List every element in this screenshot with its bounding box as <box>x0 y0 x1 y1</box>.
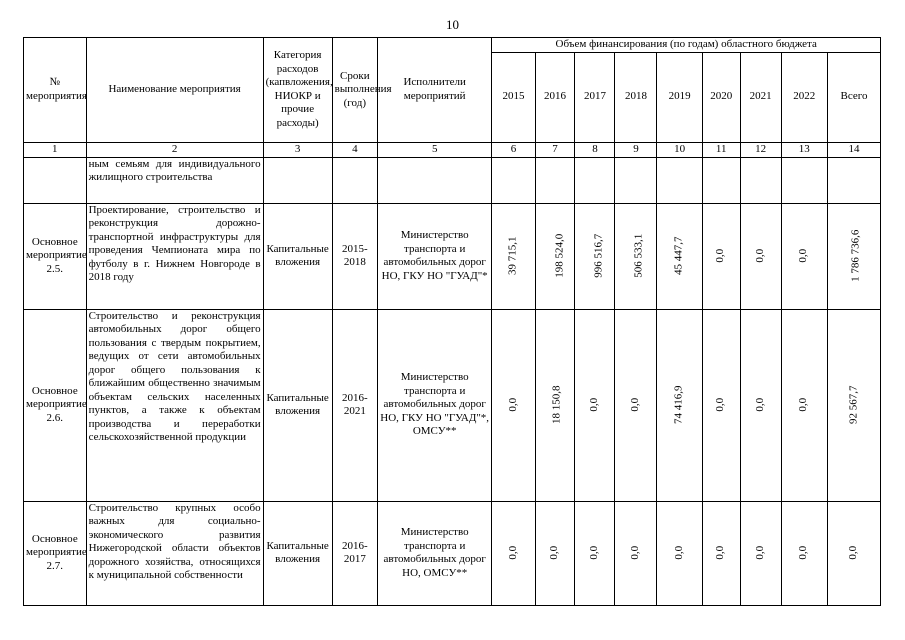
column-number: 7 <box>535 142 575 157</box>
row-value <box>702 157 740 203</box>
row-value <box>740 203 781 309</box>
row-executor: Министерство транспорта и автомобильных дорог НО, ОМСУ** <box>377 501 491 605</box>
header-year: 2020 <box>702 52 740 142</box>
value-text: 0,0 <box>672 546 685 560</box>
row-value <box>492 157 535 203</box>
row-value <box>615 157 657 203</box>
column-number: 9 <box>615 142 657 157</box>
row-category <box>263 157 332 203</box>
row-value <box>657 157 702 203</box>
value-text: 0,0 <box>588 546 601 560</box>
row-value <box>575 309 615 501</box>
value-text: 0,0 <box>797 249 810 263</box>
value-text: 74 416,9 <box>672 385 685 425</box>
row-terms: 2016-2017 <box>332 501 377 605</box>
row-value <box>492 501 535 605</box>
value-text: 92 567,7 <box>847 385 860 425</box>
header-year: 2022 <box>781 52 827 142</box>
header-year: 2016 <box>535 52 575 142</box>
row-category: Капитальные вложения <box>263 203 332 309</box>
value-text: 0,0 <box>753 398 766 412</box>
row-total <box>827 309 880 501</box>
value-text: 0,0 <box>797 398 810 412</box>
row-value <box>781 501 827 605</box>
value-text: 198 524,0 <box>552 234 565 278</box>
column-number: 6 <box>492 142 535 157</box>
value-text: 1 786 736,6 <box>849 229 862 283</box>
row-category: Капитальные вложения <box>263 309 332 501</box>
row-value <box>702 203 740 309</box>
row-value <box>492 309 535 501</box>
value-text: 0,0 <box>797 546 810 560</box>
value-text: 0,0 <box>714 398 727 412</box>
row-num <box>24 157 87 203</box>
value-text: 18 150,8 <box>550 385 563 425</box>
header-year: 2018 <box>615 52 657 142</box>
financing-table <box>23 37 881 606</box>
table-row <box>24 501 881 605</box>
value-text: 0,0 <box>629 546 642 560</box>
row-value <box>702 501 740 605</box>
row-value <box>740 309 781 501</box>
header-year: 2017 <box>575 52 615 142</box>
row-value <box>781 203 827 309</box>
row-executor: Министерство транспорта и автомобильных дорог НО, ГКУ НО "ГУАД"* <box>377 203 491 309</box>
row-value <box>657 309 702 501</box>
column-number: 10 <box>657 142 702 157</box>
column-number: 4 <box>332 142 377 157</box>
header-category: Категория расходов (капвложения, НИОКР и прочие расходы) <box>263 38 332 143</box>
row-num: Основное мероприятие 2.7. <box>24 501 87 605</box>
header-funding-group: Объем финансирования (по годам) областного бюджета <box>492 38 881 53</box>
value-text: 0,0 <box>506 546 519 560</box>
column-numbers-row <box>24 142 881 157</box>
row-name: Проектирование, строительство и реконструкция дорожно-транспортной инфраструктуры для проведения Чемпионата мира по футболу в г. Нижнем Новгороде в 2018 году <box>86 203 263 309</box>
header-total: Всего <box>827 52 880 142</box>
header-year: 2015 <box>492 52 535 142</box>
value-text: 0,0 <box>753 249 766 263</box>
column-number: 2 <box>86 142 263 157</box>
row-value <box>535 309 575 501</box>
row-value <box>781 309 827 501</box>
table-row <box>24 157 881 203</box>
row-value <box>657 501 702 605</box>
row-total <box>827 203 880 309</box>
row-total <box>827 157 880 203</box>
table-row <box>24 309 881 501</box>
column-number: 12 <box>740 142 781 157</box>
row-name: Строительство и реконструкция автомобильных дорог общего пользования с твердым покрытием, ведущих от сети автомобильных дорог общего пользования к ближайшим общественно значимым объектам сельских населенных пунктов, а также к объектам производства и переработки сельскохозяйственной продукции <box>86 309 263 501</box>
row-terms: 2016-2021 <box>332 309 377 501</box>
row-executor: Министерство транспорта и автомобильных дорог НО, ГКУ НО "ГУАД"*, ОМСУ** <box>377 309 491 501</box>
page-number: 10 <box>446 17 459 32</box>
value-text: 0,0 <box>506 398 519 412</box>
value-text: 0,0 <box>714 546 727 560</box>
header-terms: Сроки выполнения (год) <box>332 38 377 143</box>
row-name: Строительство крупных особо важных для социально-экономического развития Нижегородской области объектов дорожного хозяйства, относящихся к муниципальной собственности <box>86 501 263 605</box>
row-value <box>781 157 827 203</box>
column-number: 13 <box>781 142 827 157</box>
value-text: 0,0 <box>847 546 860 560</box>
value-text: 996 516,7 <box>592 234 605 278</box>
table-row <box>24 203 881 309</box>
column-number: 1 <box>24 142 87 157</box>
row-value <box>492 203 535 309</box>
row-terms: 2015-2018 <box>332 203 377 309</box>
row-terms <box>332 157 377 203</box>
row-total <box>827 501 880 605</box>
header-num: № мероприятия <box>24 38 87 143</box>
row-executor <box>377 157 491 203</box>
row-value <box>615 501 657 605</box>
row-value <box>535 501 575 605</box>
row-value <box>575 157 615 203</box>
header-year: 2021 <box>740 52 781 142</box>
row-value <box>702 309 740 501</box>
row-value <box>740 157 781 203</box>
value-text: 506 533,1 <box>632 234 645 278</box>
column-number: 8 <box>575 142 615 157</box>
row-value <box>740 501 781 605</box>
value-text: 0,0 <box>548 546 561 560</box>
value-text: 0,0 <box>588 398 601 412</box>
value-text: 39 715,1 <box>506 236 519 276</box>
row-value <box>535 157 575 203</box>
value-text: 0,0 <box>629 398 642 412</box>
row-value <box>575 203 615 309</box>
row-value <box>615 203 657 309</box>
header-name: Наименование мероприятия <box>86 38 263 143</box>
header-row-top <box>24 38 881 53</box>
row-value <box>615 309 657 501</box>
row-category: Капитальные вложения <box>263 501 332 605</box>
value-text: 0,0 <box>753 546 766 560</box>
row-num: Основное мероприятие 2.6. <box>24 309 87 501</box>
header-year: 2019 <box>657 52 702 142</box>
value-text: 0,0 <box>714 249 727 263</box>
column-number: 3 <box>263 142 332 157</box>
row-value <box>657 203 702 309</box>
column-number: 5 <box>377 142 491 157</box>
row-value <box>535 203 575 309</box>
value-text: 45 447,7 <box>672 236 685 276</box>
row-name: ным семьям для индивидуального жилищного строительства <box>86 157 263 203</box>
header-executor: Исполнители мероприятий <box>377 38 491 143</box>
column-number: 11 <box>702 142 740 157</box>
column-number: 14 <box>827 142 880 157</box>
row-value <box>575 501 615 605</box>
row-num: Основное мероприятие 2.5. <box>24 203 87 309</box>
